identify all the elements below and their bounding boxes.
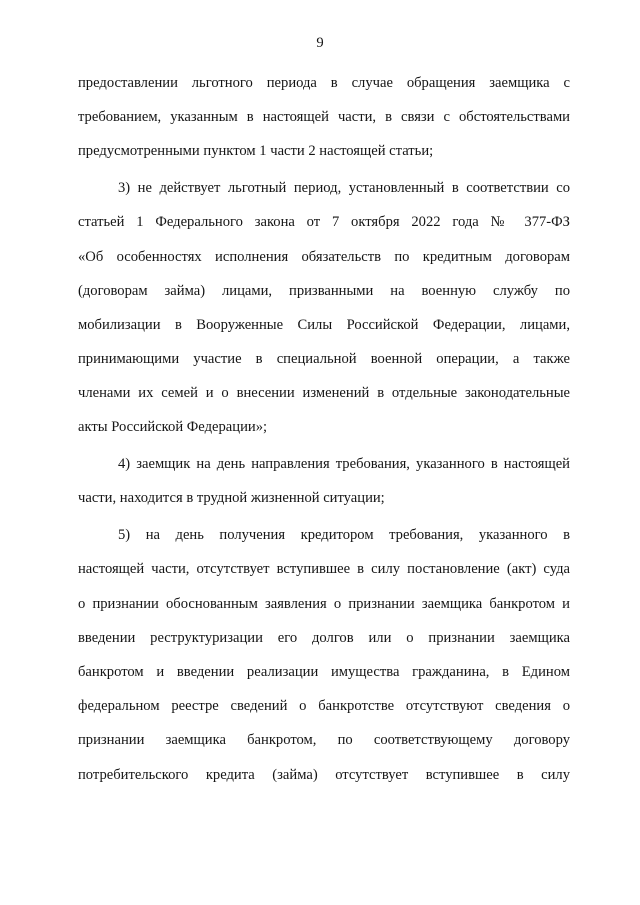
list-item-4 — [78, 447, 570, 515]
text-line: о признании обоснованным заявления о признании заемщика банкротом и — [78, 595, 570, 612]
text-line: акты Российской Федерации»; — [78, 419, 268, 436]
text-line: (договорам займа) лицами, призванными на военную службу по — [78, 282, 570, 299]
text-line: членами их семей и о внесении изменений в отдельные законодательные — [78, 385, 570, 402]
text-line: принимающими участие в специальной военной операции, а также — [78, 351, 570, 368]
list-item-5 — [78, 518, 570, 792]
list-item-3 — [78, 171, 570, 445]
document-body — [78, 66, 570, 792]
text-line: 4) заемщик на день направления требования, указанного в настоящей — [118, 456, 570, 473]
text-line: мобилизации в Вооруженные Силы Российской Федерации, лицами, — [78, 316, 570, 333]
page-number: 9 — [316, 35, 324, 51]
text-line: требованием, указанным в настоящей части, в связи с обстоятельствами — [78, 109, 570, 126]
text-line: 3) не действует льготный период, установленный в соответствии со — [118, 180, 570, 197]
text-line: потребительского кредита (займа) отсутствует вступившее в силу — [78, 766, 570, 783]
text-line: 5) на день получения кредитором требования, указанного в — [118, 527, 570, 544]
text-line: настоящей части, отсутствует вступившее в силу постановление (акт) суда — [78, 561, 570, 578]
text-line: «Об особенностях исполнения обязательств по кредитным договорам — [78, 248, 570, 265]
text-line: части, находится в трудной жизненной ситуации; — [78, 490, 385, 507]
text-line: предусмотренными пунктом 1 части 2 настоящей статьи; — [78, 143, 434, 160]
text-line: предоставлении льготного периода в случае обращения заемщика с — [78, 75, 570, 91]
text-line: введении реструктуризации его долгов или о признании заемщика — [78, 629, 570, 646]
text-line: федеральном реестре сведений о банкротстве отсутствуют сведения о — [78, 698, 570, 715]
paragraph-continuation — [78, 66, 570, 169]
text-line: банкротом и введении реализации имущества гражданина, в Едином — [78, 663, 570, 680]
text-line: статьей 1 Федерального закона от 7 октября 2022 года № 377-ФЗ — [78, 214, 570, 231]
text-line: признании заемщика банкротом, по соответствующему договору — [78, 732, 570, 749]
